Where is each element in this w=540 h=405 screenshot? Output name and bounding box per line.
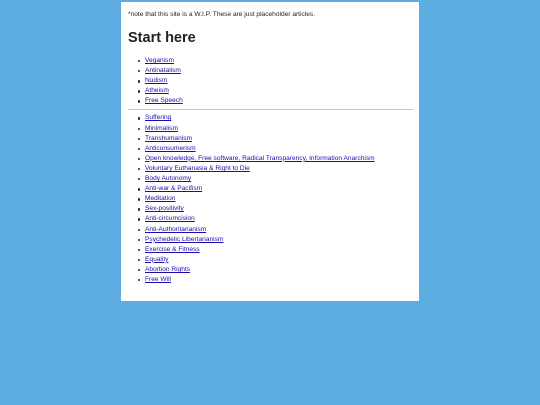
article-link-anticonsumerism[interactable]: Anticonsumerism	[145, 144, 196, 152]
bullet-icon	[138, 138, 140, 140]
article-link-antinatalism[interactable]: Antinatalism	[145, 67, 181, 75]
bullet-icon	[138, 279, 140, 281]
article-link-anti-war[interactable]: Anti-war & Pacifism	[145, 185, 203, 193]
bullet-icon	[138, 178, 140, 180]
article-link-body-autonomy[interactable]: Body Autonomy	[145, 175, 192, 183]
list-item	[128, 265, 413, 275]
list-item	[128, 184, 413, 194]
list-item	[128, 86, 413, 96]
bullet-icon	[138, 198, 140, 200]
article-link-suffering[interactable]: Suffering	[145, 114, 172, 122]
article-link-atheism[interactable]: Atheism	[145, 87, 169, 95]
content-panel	[121, 2, 419, 301]
article-link-anti-authoritarianism[interactable]: Anti-Authoritarianism	[145, 225, 207, 233]
bullet-icon	[138, 158, 140, 160]
article-link-sex-positivity[interactable]: Sex-positivity	[145, 205, 184, 213]
list-item	[128, 245, 413, 255]
primary-article-list	[128, 56, 413, 106]
list-item	[128, 164, 413, 174]
section-divider	[128, 109, 413, 110]
bullet-icon	[138, 249, 140, 251]
list-item	[128, 275, 413, 285]
list-item	[128, 144, 413, 154]
article-link-abortion-rights[interactable]: Abortion Rights	[145, 265, 191, 273]
bullet-icon	[138, 148, 140, 150]
article-link-veganism[interactable]: Veganism	[145, 57, 174, 64]
article-link-open-knowledge[interactable]: Open knowledge, Free software, Radical Transparency, Information Anarchism	[145, 154, 375, 162]
list-item	[128, 124, 413, 134]
article-link-voluntary-euthanasia[interactable]: Voluntary Euthanasia & Right to Die	[145, 164, 250, 172]
list-item	[128, 255, 413, 265]
article-link-exercise-fitness[interactable]: Exercise & Fitness	[145, 245, 200, 253]
bullet-icon	[138, 117, 140, 119]
article-link-nudism[interactable]: Nudism	[145, 77, 168, 85]
bullet-icon	[138, 168, 140, 170]
list-item	[128, 113, 413, 123]
bullet-icon	[138, 259, 140, 261]
list-item	[128, 194, 413, 204]
list-item	[128, 225, 413, 235]
bullet-icon	[138, 218, 140, 220]
list-item	[128, 154, 413, 164]
bullet-icon	[138, 70, 140, 72]
article-link-meditation[interactable]: Meditation	[145, 195, 176, 203]
bullet-icon	[138, 269, 140, 271]
list-item	[128, 204, 413, 214]
bullet-icon	[138, 128, 140, 130]
bullet-icon	[138, 208, 140, 210]
article-link-minimalism[interactable]: Minimalism	[145, 124, 178, 132]
article-link-transhumanism[interactable]: Transhumanism	[145, 134, 193, 142]
bullet-icon	[138, 100, 140, 102]
list-item	[128, 96, 413, 106]
bullet-icon	[138, 239, 140, 241]
bullet-icon	[138, 80, 140, 82]
bullet-icon	[138, 90, 140, 92]
list-item	[128, 66, 413, 76]
article-link-equality[interactable]: Equality	[145, 255, 169, 263]
bullet-icon	[138, 188, 140, 190]
bullet-icon	[138, 229, 140, 231]
article-link-free-will[interactable]: Free Will	[145, 275, 172, 283]
list-item	[128, 76, 413, 86]
bullet-icon	[138, 60, 140, 62]
secondary-article-list	[128, 113, 413, 285]
list-item	[128, 56, 413, 66]
list-item	[128, 134, 413, 144]
article-link-anti-circumcision[interactable]: Anti-circumcision	[145, 215, 195, 223]
wip-note: *note that this site is a W.I.P. These are just placeholder articles.	[128, 11, 316, 18]
article-link-free-speech[interactable]: Free Speech	[145, 97, 183, 105]
article-link-psychedelic-libertarianism[interactable]: Psychedelic Libertarianism	[145, 235, 224, 243]
list-item	[128, 235, 413, 245]
list-item	[128, 214, 413, 224]
page-title: Start here	[128, 30, 196, 46]
list-item	[128, 174, 413, 184]
